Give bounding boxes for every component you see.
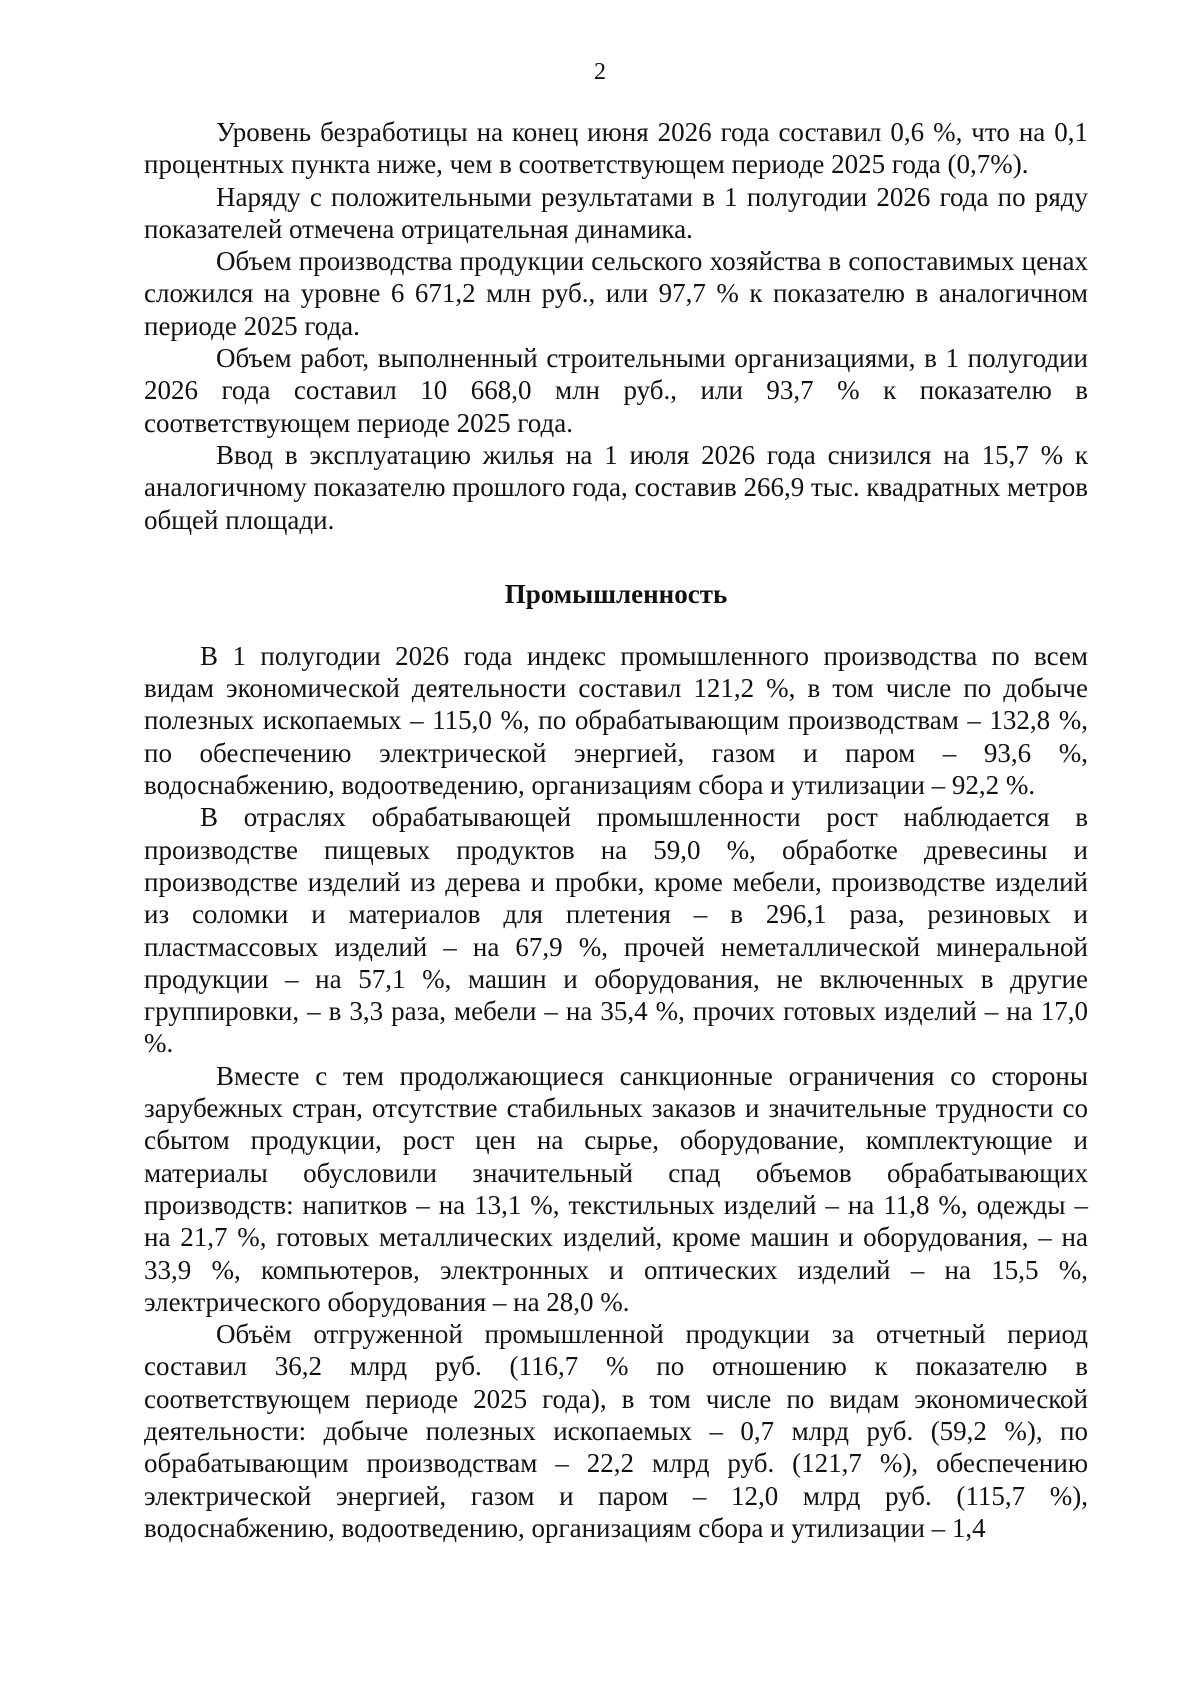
paragraph-shipped-products: Объём отгруженной промышленной продукции за отчетный период составил 36,2 млрд руб. (116,7 % по отношению к показателю в соответствующем периоде 2025 года), в том числе по видам экономической деятельности: добыче полезных ископаемых – 0,7 млрд руб. (59,2 %), по обрабатывающим производствам – 22,2 млрд руб. (121,7 %), обеспечению электрической энергией, газом и паром – 12,0 млрд руб. (115,7 %), водоснабжению, водоотведению, организациям сбора и утилизации – 1,4: [144, 1319, 1088, 1543]
document-body: [144, 116, 1088, 1544]
paragraph-agriculture: Объем производства продукции сельского хозяйства в сопоставимых ценах сложился на уровне 6 671,2 млн руб., или 97,7 % к показателю в аналогичном периоде 2025 года.: [144, 246, 1088, 341]
paragraph-industrial-index: В 1 полугодии 2026 года индекс промышленного производства по всем видам экономической деятельности составил 121,2 %, в том числе по добыче полезных ископаемых – 115,0 %, по обрабатывающим производствам – 132,8 %, по обеспечению электрической энергией, газом и паром – 93,6 %, водоснабжению, водоотведению, организациям сбора и утилизации – 92,2 %.: [144, 640, 1088, 801]
paragraph-construction: Объем работ, выполненный строительными организациями, в 1 полугодии 2026 года составил 10 668,0 млн руб., или 93,7 % к показателю в соответствующем периоде 2025 года.: [144, 343, 1088, 438]
spacer: [144, 610, 1088, 640]
paragraph-manufacturing-growth: В отраслях обрабатывающей промышленности рост наблюдается в производстве пищевых продуктов на 59,0 %, обработке древесины и производстве изделий из дерева и пробки, кроме мебели, производстве изделий из соломки и материалов для плетения – в 296,1 раза, резиновых и пластмассовых изделий – на 67,9 %, прочей неметаллической минеральной продукции – на 57,1 %, машин и оборудования, не включенных в другие группировки, – в 3,3 раза, мебели – на 35,4 %, прочих готовых изделий – на 17,0 %.: [144, 802, 1088, 1059]
paragraph-housing: Ввод в эксплуатацию жилья на 1 июля 2026 года снизился на 15,7 % к аналогичному показателю прошлого года, составив 266,9 тыс. квадратных метров общей площади.: [144, 439, 1088, 535]
paragraph-unemployment: Уровень безработицы на конец июня 2026 года составил 0,6 %, что на 0,1 процентных пункта ниже, чем в соответствующем периоде 2025 года (0,7%).: [144, 117, 1088, 180]
spacer: [144, 536, 1088, 578]
page-number: 2: [594, 59, 606, 85]
paragraph-negative-dynamics: Наряду с положительными результатами в 1 полугодии 2026 года по ряду показателей отмечена отрицательная динамика.: [144, 181, 1088, 244]
paragraph-manufacturing-decline: Вместе с тем продолжающиеся санкционные ограничения со стороны зарубежных стран, отсутствие стабильных заказов и значительные трудности со сбытом продукции, рост цен на сырье, оборудование, комплектующие и материалы обусловили значительный спад объемов обрабатывающих производств: напитков – на 13,1 %, текстильных изделий – на 11,8 %, одежды – на 21,7 %, готовых металлических изделий, кроме машин и оборудования, – на 33,9 %, компьютеров, электронных и оптических изделий – на 15,5 %, электрического оборудования – на 28,0 %.: [144, 1060, 1088, 1317]
section-heading: Промышленность: [504, 578, 728, 609]
